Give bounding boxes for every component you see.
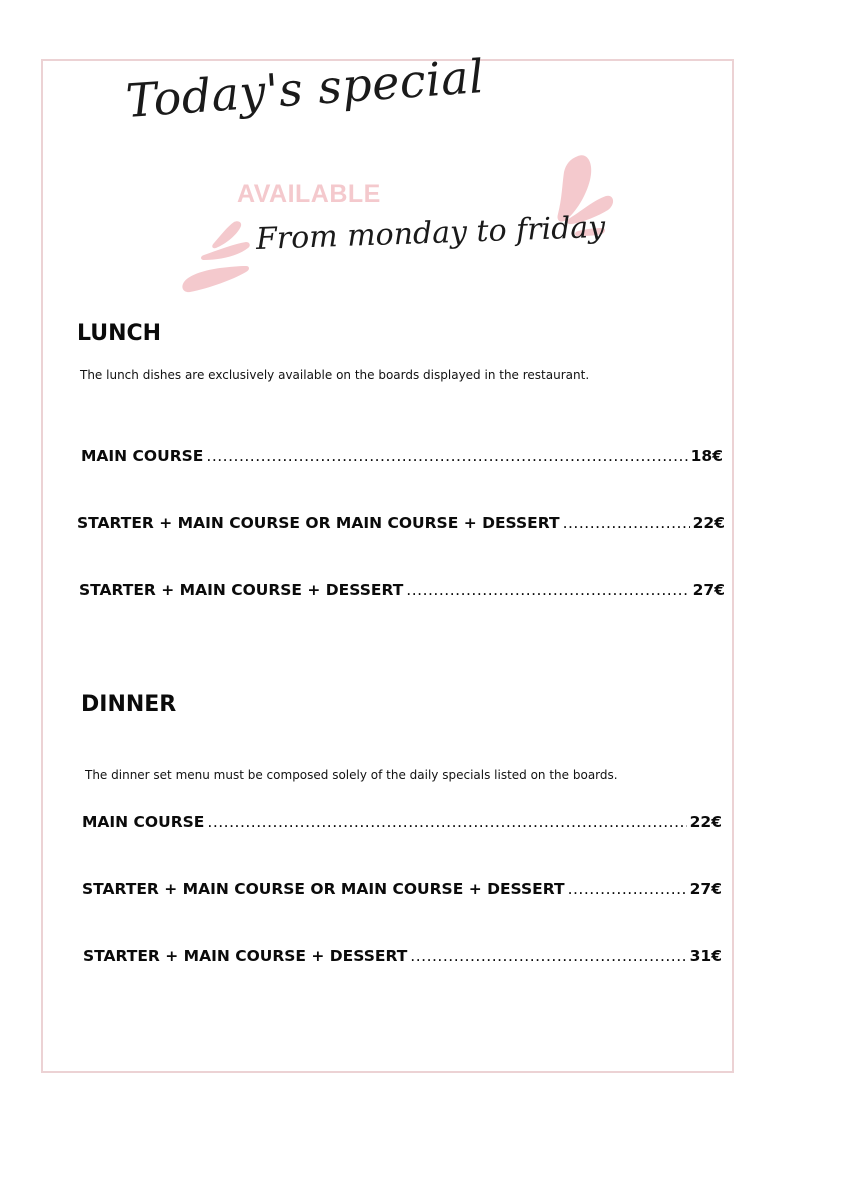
dinner-title: DINNER (81, 692, 177, 717)
dinner-item-main-course (82, 813, 722, 831)
lunch-note: The lunch dishes are exclusively available on the boards displayed in the restaurant. (80, 368, 590, 382)
dot-leader (406, 581, 689, 599)
dinner-item-three-courses (83, 947, 722, 965)
menu-item-price: 27€ (692, 581, 725, 599)
lunch-title: LUNCH (77, 321, 162, 346)
menu-item-label: STARTER + MAIN COURSE OR MAIN COURSE + DESSERT (82, 880, 565, 898)
menu-item-label: MAIN COURSE (82, 813, 205, 831)
lunch-item-main-course (81, 447, 723, 465)
lunch-item-three-courses (79, 581, 725, 599)
menu-item-label: STARTER + MAIN COURSE OR MAIN COURSE + DESSERT (77, 514, 560, 532)
lunch-item-two-courses (77, 514, 725, 532)
dot-leader (206, 447, 687, 465)
menu-item-label: MAIN COURSE (81, 447, 204, 465)
available-label: AVAILABLE (237, 180, 381, 208)
menu-item-label: STARTER + MAIN COURSE + DESSERT (83, 947, 408, 965)
menu-item-price: 31€ (689, 947, 722, 965)
dot-leader (410, 947, 686, 965)
menu-item-price: 27€ (689, 880, 722, 898)
dinner-note: The dinner set menu must be composed solely of the daily specials listed on the boards. (85, 768, 618, 782)
menu-item-label: STARTER + MAIN COURSE + DESSERT (79, 581, 404, 599)
menu-item-price: 22€ (689, 813, 722, 831)
dinner-item-two-courses (82, 880, 722, 898)
availability-days: From monday to friday (255, 209, 606, 257)
dot-leader (568, 880, 687, 898)
dot-leader (563, 514, 690, 532)
menu-item-price: 18€ (690, 447, 723, 465)
menu-item-price: 22€ (692, 514, 725, 532)
dot-leader (207, 813, 686, 831)
page-title: Today's special (124, 49, 486, 128)
splash-left-icon (176, 216, 256, 296)
menu-frame (41, 59, 734, 1073)
